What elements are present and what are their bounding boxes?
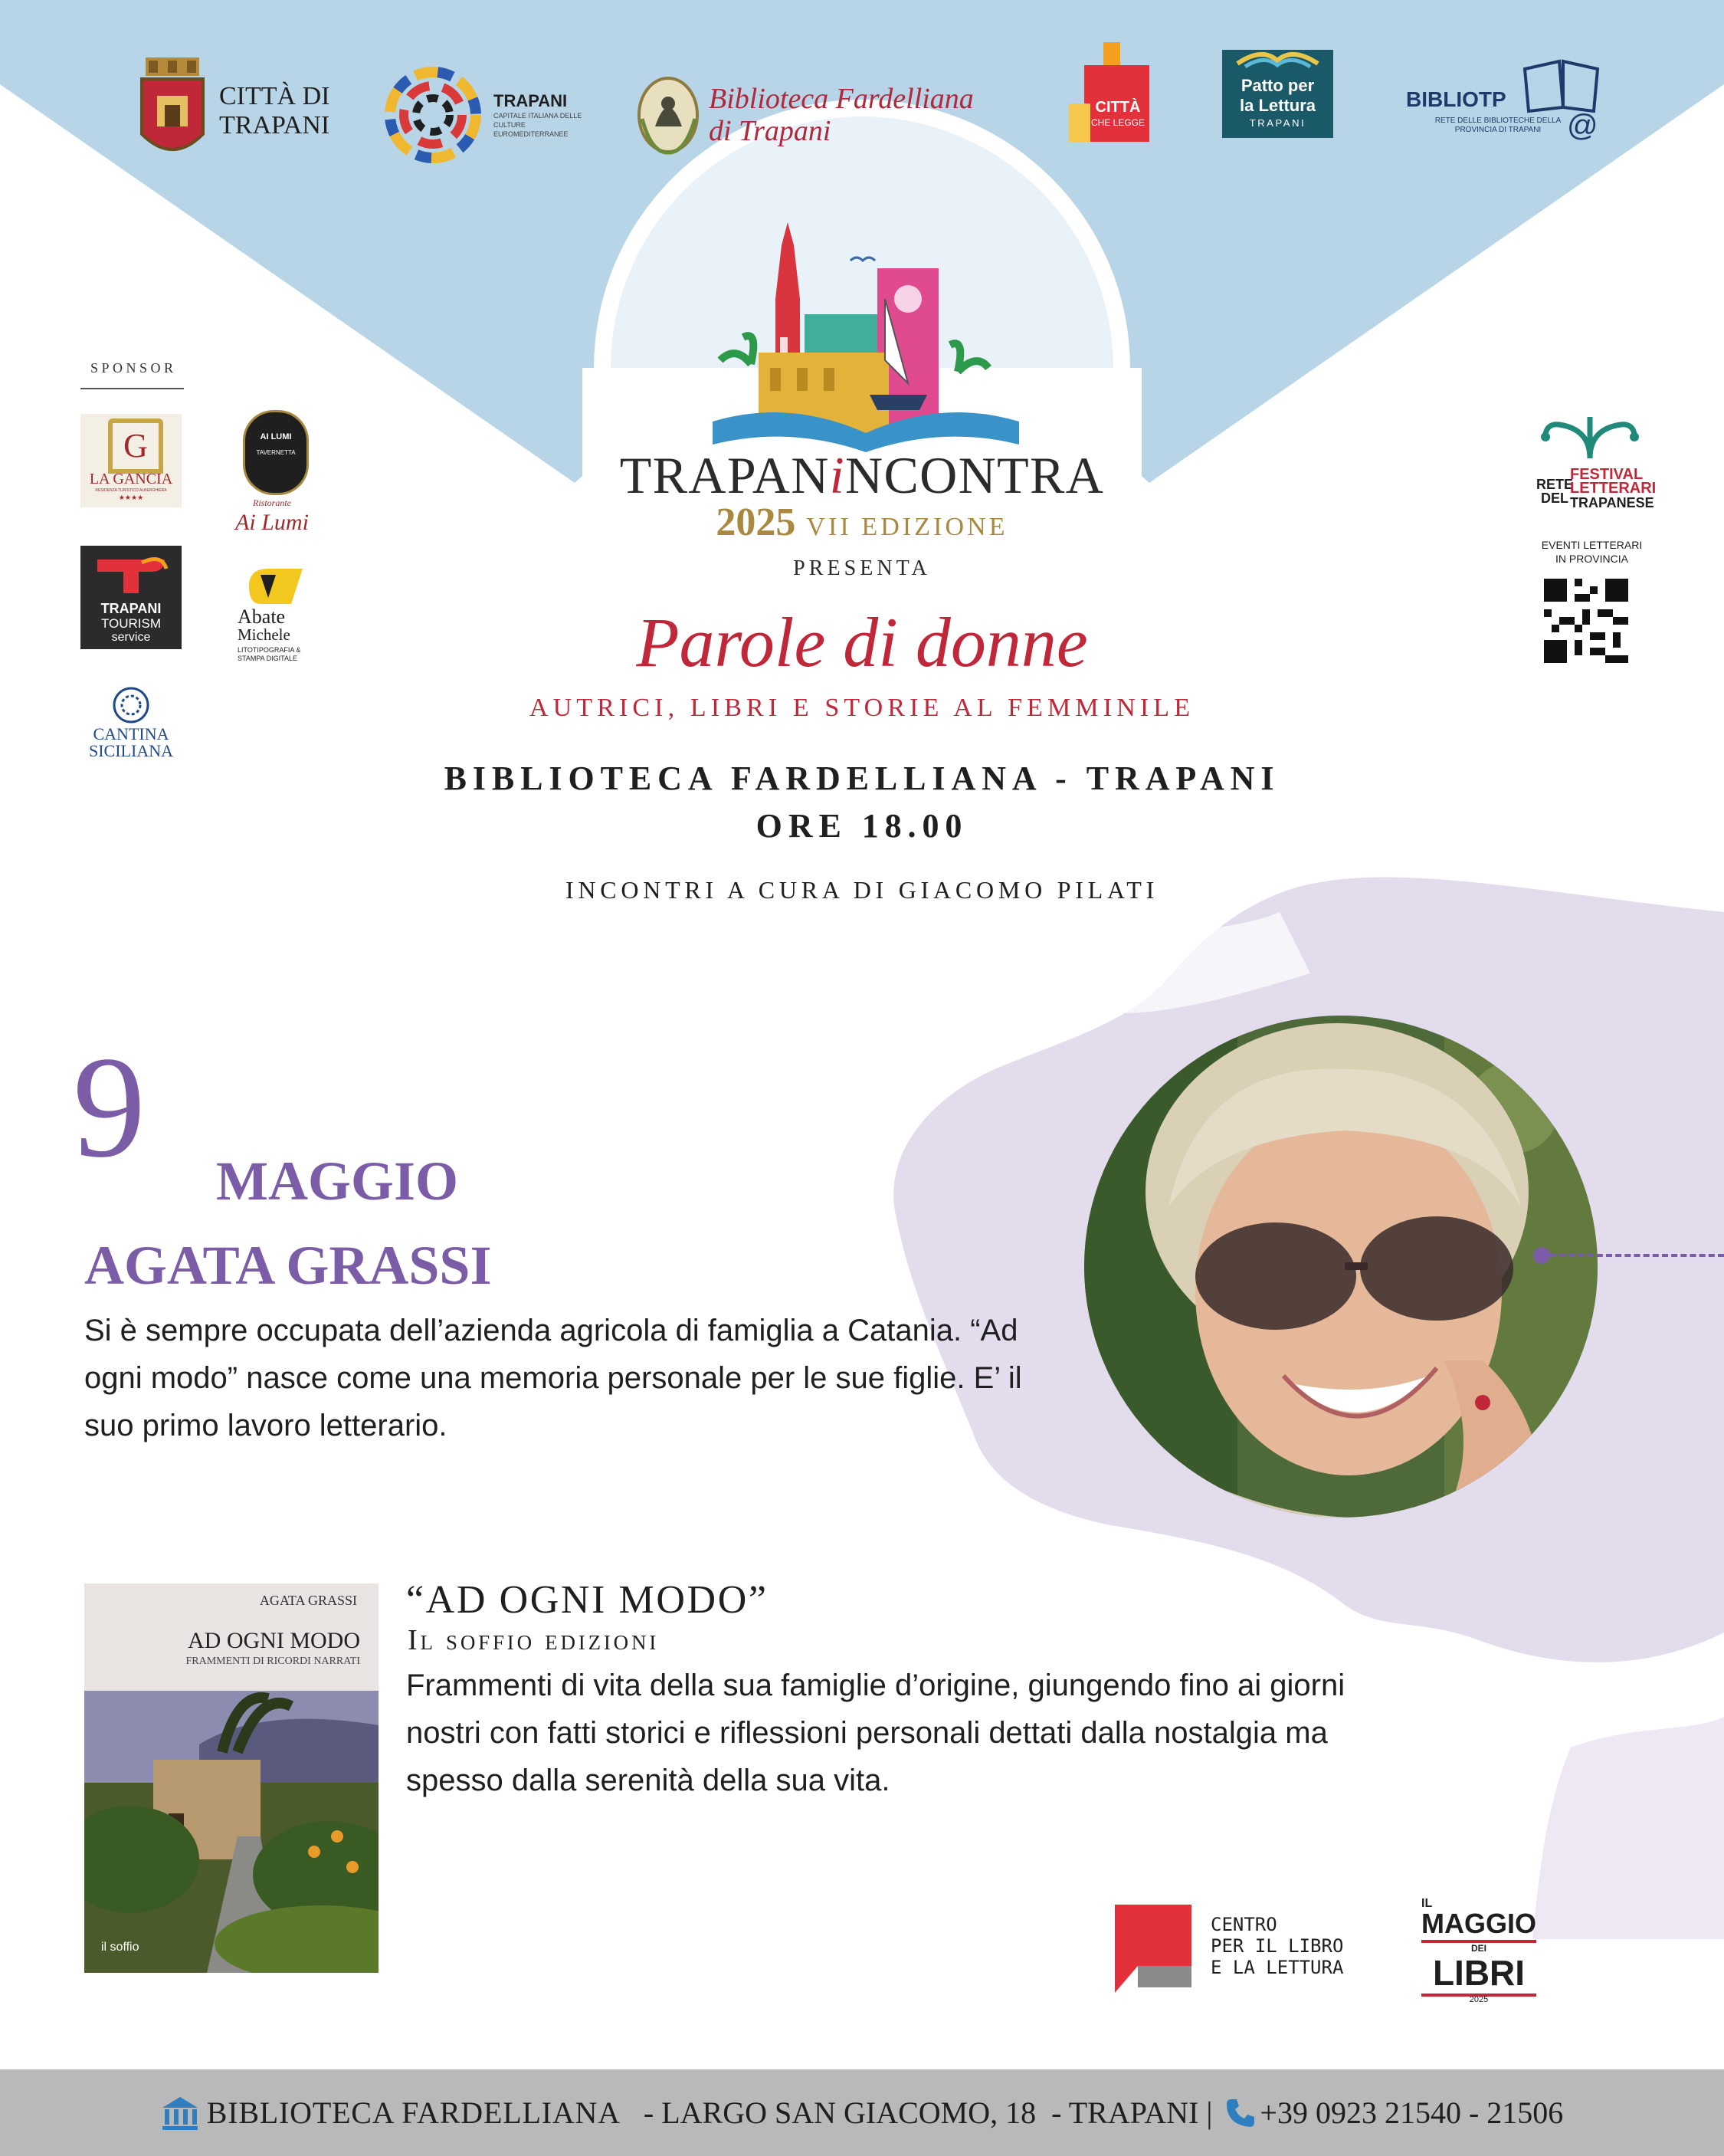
patto-line3: TRAPANI: [1249, 117, 1306, 129]
ai-lumi-logo: [234, 410, 318, 544]
trapaniincontra-emblem: [705, 215, 1027, 452]
maggio-libri: LIBRI: [1421, 1952, 1536, 1997]
event-title: Parole di donne: [636, 603, 1088, 681]
sponsor-label: SPONSOR: [90, 360, 177, 376]
biblioteca-fardelliana-logo: [636, 69, 974, 161]
connector-dot: [1533, 1247, 1550, 1264]
wordmark-left: TRAPAN: [619, 446, 830, 504]
author-bio: Si è sempre occupata dell’azienda agricola di famiglia a Catania. “Ad ogni modo” nasce come una memoria personale per le sue figlie. E’ il suo primo lavoro letterario.: [84, 1314, 1022, 1442]
maggio-word: MAGGIO: [1421, 1908, 1536, 1943]
la-gancia-g-icon: G: [108, 418, 163, 474]
eventi-caption: EVENTI LETTERARI IN PROVINCIA: [1541, 539, 1643, 565]
citta-di-trapani-text: CITTÀ DI TRAPANI: [219, 82, 330, 139]
tourism-line1: TRAPANI: [100, 601, 162, 616]
cantina-line2: SICILIANA: [89, 741, 173, 760]
cover-publisher: il soffio: [101, 1941, 139, 1954]
citta-che-legge-logo: [1069, 42, 1161, 142]
ai-lumi-script: Ai Lumi: [235, 510, 309, 535]
tourism-line2: TOURISM: [100, 616, 162, 631]
cepell-book-icon: [1107, 1897, 1199, 1997]
festival-label: FESTIVAL: [1570, 466, 1644, 483]
book-cover: [84, 1583, 379, 1973]
ai-lumi-badge-text: AI LUMI: [260, 432, 292, 441]
patto-line1: Patto per: [1241, 76, 1315, 95]
footer-bar: [0, 2069, 1724, 2156]
la-gancia-stars: ★★★★: [118, 494, 144, 501]
cantina-emblem-icon: [112, 686, 150, 724]
presenta-label: PRESENTA: [793, 556, 931, 580]
cover-title: AD OGNI MODO: [188, 1628, 360, 1653]
edition-label: VII EDIZIONE: [806, 513, 1008, 541]
library-building-icon: [161, 2095, 199, 2131]
la-gancia-tagline: RESIDENZA TURISTICO ALBERGHIERA: [95, 488, 167, 493]
ai-lumi-script-small: Ristorante: [253, 497, 291, 508]
citta-di-trapani-logo: [138, 57, 329, 165]
capitale-subtitle: CAPITALE ITALIANA DELLE CULTURE EUROMEDITERRANEE: [493, 112, 582, 138]
author-name: AGATA GRASSI: [84, 1235, 492, 1296]
capitale-culture-logo: [383, 65, 585, 165]
citta-che-legge-line2: CHE LEGGE: [1090, 117, 1146, 128]
bibliotp-logo: [1406, 54, 1605, 146]
rete-label: RETE: [1536, 477, 1574, 492]
event-time: ORE 18.00: [755, 807, 969, 845]
tourism-t-icon: [80, 552, 182, 598]
maggio-year: 2025: [1469, 1995, 1489, 2004]
edition-year: 2025: [716, 500, 796, 544]
citta-che-legge-line1: CITTÀ: [1095, 99, 1141, 116]
wordmark-i: i: [829, 446, 845, 504]
rete-festival-logo: [1521, 414, 1663, 575]
abate-name2: Michele: [238, 625, 290, 644]
open-book-icon: [1222, 45, 1333, 68]
abate-michele-logo: [238, 567, 322, 671]
bibliotp-title: BIBLIOTP: [1406, 87, 1506, 111]
del-label: DEL: [1541, 491, 1568, 506]
phone-icon: [1224, 2097, 1257, 2129]
festival-wordmark: [552, 448, 1172, 502]
qr-code-icon[interactable]: [1544, 579, 1628, 663]
sponsor-divider: [80, 388, 184, 389]
capitale-title: TRAPANI: [493, 91, 568, 110]
maggio-dei: DEI: [1470, 1943, 1486, 1954]
biblioteca-crest-icon: [636, 73, 701, 157]
book-publisher: Il soffio edizioni: [408, 1624, 660, 1656]
biblioteca-fardelliana-text: Biblioteca Fardelliana di Trapani: [709, 83, 974, 147]
author-portrait: [1084, 1016, 1598, 1518]
footer-address: - LARGO SAN GIACOMO, 18 - TRAPANI |: [643, 2095, 1213, 2130]
letterari-label: LETTERARI: [1570, 480, 1657, 497]
trapani-coat-of-arms-icon: [138, 57, 207, 165]
trapanese-label: TRAPANESE: [1570, 495, 1654, 510]
fountain-icon: [1536, 414, 1644, 460]
cantina-line1: CANTINA: [93, 724, 169, 743]
book-description: Frammenti di vita della sua famiglie d’origine, giungendo fino ai giorni nostri con fatti storici e riflessioni personali dettati dalla nostalgia ma spesso dalla serenità della sua vita.: [406, 1669, 1345, 1797]
abate-sub: LITOTIPOGRAFIA & STAMPA DIGITALE: [238, 646, 301, 662]
cepell-text: CENTRO PER IL LIBRO E LA LETTURA: [1211, 1914, 1344, 1978]
abate-name1: Abate: [238, 605, 286, 628]
patto-line2: la Lettura: [1239, 96, 1316, 115]
ai-lumi-badge: [243, 410, 309, 495]
footer-library: BIBLIOTECA FARDELLIANA: [206, 2095, 621, 2130]
ai-lumi-badge-sub: TAVERNETTA: [256, 449, 296, 456]
footer-phone[interactable]: +39 0923 21540 - 21506: [1260, 2095, 1564, 2130]
cover-subtitle: FRAMMENTI DI RICORDI NARRATI: [185, 1656, 360, 1667]
event-month: MAGGIO: [216, 1150, 458, 1212]
la-gancia-name: LA GANCIA: [89, 471, 173, 487]
cantina-siciliana-logo: [80, 686, 182, 759]
la-gancia-logo: [80, 414, 182, 507]
bibliotp-book-icon: [1521, 54, 1605, 115]
book-title: “AD OGNI MODO”: [406, 1578, 769, 1622]
abate-emblem-icon: [245, 567, 306, 605]
author-photo: [1084, 1016, 1598, 1518]
wordmark-right: NCONTRA: [845, 446, 1105, 504]
capitale-star-emblem-icon: [383, 65, 483, 165]
tourism-line3: service: [111, 631, 151, 644]
bibliotp-subtitle: RETE DELLE BIBLIOTECHE DELLA PROVINCIA DI TRAPANI: [1434, 116, 1562, 134]
cepell-logo: [1107, 1897, 1383, 1997]
maggio-dei-libri-logo: [1421, 1897, 1536, 2004]
event-subtitle: AUTRICI, LIBRI E STORIE AL FEMMINILE: [529, 694, 1195, 722]
bibliotp-at-icon: @: [1567, 109, 1598, 143]
event-curator: INCONTRI A CURA DI GIACOMO PILATI: [565, 876, 1159, 904]
capitale-text: [493, 91, 585, 139]
connector-dashed-line: [1550, 1254, 1724, 1257]
edition-line: [552, 500, 1172, 545]
patto-lettura-logo: [1222, 50, 1333, 138]
event-venue: BIBLIOTECA FARDELLIANA - TRAPANI: [444, 760, 1280, 797]
cover-author: AGATA GRASSI: [259, 1593, 357, 1608]
event-day: 9: [73, 1027, 146, 1188]
trapani-tourism-logo: [80, 546, 182, 649]
maggio-il: IL: [1421, 1897, 1433, 1910]
